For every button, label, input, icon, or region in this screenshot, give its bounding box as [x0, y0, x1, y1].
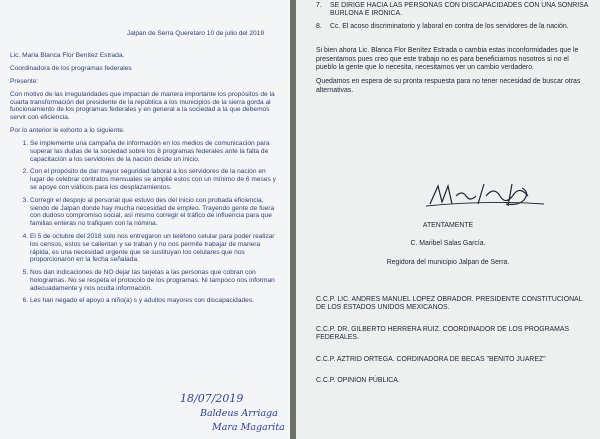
closing-paragraph: Si bien ahora Lic. Blanca Flor Benítez Estrada o cambia estas inconformidades que le presentamos pues creo que este trabajo no es para beneficiarnos nosotros si no el pueblo la gente que lo necesita, necesitamos ver un cambio verdadero.	[316, 47, 579, 72]
handwritten-signature	[426, 178, 546, 217]
lead-in-paragraph: Por lo anterior le exhorto a lo siguiente.	[10, 127, 125, 135]
handwritten-date: 18/07/2019	[180, 392, 244, 405]
signer-name: C. Maribel Salas García.	[410, 240, 486, 248]
list-number: 7.	[316, 2, 322, 9]
list-text: Cc. El acoso discriminatorio y laboral en contra de los servidores de la nación.	[330, 22, 569, 30]
handwritten-name: Baldeus Arriaga	[200, 408, 278, 419]
ccp-line: C.C.P. DR. GILBERTO HERRERA RUIZ. COORDINADOR DE LOS PROGRAMAS FEDERALES.	[316, 325, 570, 342]
handwritten-name: Mara Magarita	[212, 422, 285, 433]
closing-word: ATENTAMENTE	[422, 222, 474, 229]
list-item: 1. Se implemente una campaña de información en los medios de comunicación para superar las dudas de la sociedad sobre los 8 programas federales ante la falta de capacitación a los servidores de la nación desde un inicio.	[30, 140, 282, 164]
closing-paragraph: Quedamos en espera de su pronta respuesta para no tener necesidad de buscar otras alternativas.	[316, 78, 581, 94]
addressee-name: Lic. Maria Blanca Flor Benítez Estrada.	[10, 51, 125, 59]
list-text: SE DIRIGE HACIA LAS PERSONAS CON DISCAPACIDADES CON UNA SONRISA BURLONA E IRONICA.	[330, 2, 588, 18]
signer-title: Regidora del municipio Jalpan de Serra.	[386, 258, 510, 266]
ccp-line: C.C.P. LIC. ANDRES MANUEL LOPEZ OBRADOR. PRESIDENTE CONSTITUCIONAL DE LOS ESTADOS UNIDOS MEXICANOS.	[316, 296, 583, 312]
ccp-section	[316, 296, 590, 398]
list-item: 5. Nos dan indicaciones de NO dejar las tarjetas a las personas que cobran con hologramas. No se respeta el protocolo de los programas. Ni tampoco nos informan adecuadamente y nos oculta información.	[30, 269, 282, 293]
list-item	[316, 2, 590, 19]
signature-scribble	[426, 178, 546, 214]
addressee-title: Coordinadora de los programas federales	[10, 64, 132, 72]
list-item: 2. Con el propósito de dar mayor seguridad laboral a los servidores de la nación en lugar de celebrar contratos mensuales se amplié estos con un mínimo de 6 meses y se apoye con viáticos para los desplazamientos.	[30, 168, 282, 192]
salutation: Presente:	[10, 77, 39, 85]
intro-paragraph: Con motivo de las irregularidades que impactan de manera importante los propósitos de la cuarta transformación del presidente de la república a los municipios de la sierra gorda al funcionamiento de los programas federales y en general a la sociedad a la que debemos servir con eficiencia.	[10, 90, 275, 122]
ccp-line: C.C.P. AZTRID ORTEGA. CORDINADORA DE BECAS "BENITO JUAREZ"	[316, 355, 546, 363]
left-letter-page	[0, 0, 290, 439]
list-item: 3. Corregir el despojo al personal que estuvo des del inicio con probada eficiencia, siendo de Jalpan donde hay mucha necesidad de empleo. Trayendo gente de fuera con dudoso compromiso social, así mismo corregir el tráfico de influencia para que familias enteras no trafiquen con la nómina.	[30, 197, 282, 229]
continued-list	[316, 2, 590, 31]
right-letter-page	[296, 0, 600, 439]
ccp-line: C.C.P. OPINION PÚBLICA.	[316, 377, 400, 385]
list-item: 6. Les han negado el apoyo a niño(a) s y adultos mayores con discapacidades.	[30, 297, 282, 305]
list-number: 8.	[316, 22, 322, 30]
list-item: 4. El 5 de octubre del 2018 solo nos entregaron un teléfono celular para poder realizar los censos, estos se calientan y se traban y no nos permite trabajar de manera rápida, es una necesidad urgente que se sustituyan los celulares que nos proporcionaron en la fecha señalada.	[30, 233, 282, 265]
letter-date: Jalpan de Serra Queretaro 10 de julio del 2019	[126, 30, 264, 37]
request-list	[10, 140, 282, 305]
signature-block	[296, 222, 600, 267]
list-item	[316, 22, 590, 31]
